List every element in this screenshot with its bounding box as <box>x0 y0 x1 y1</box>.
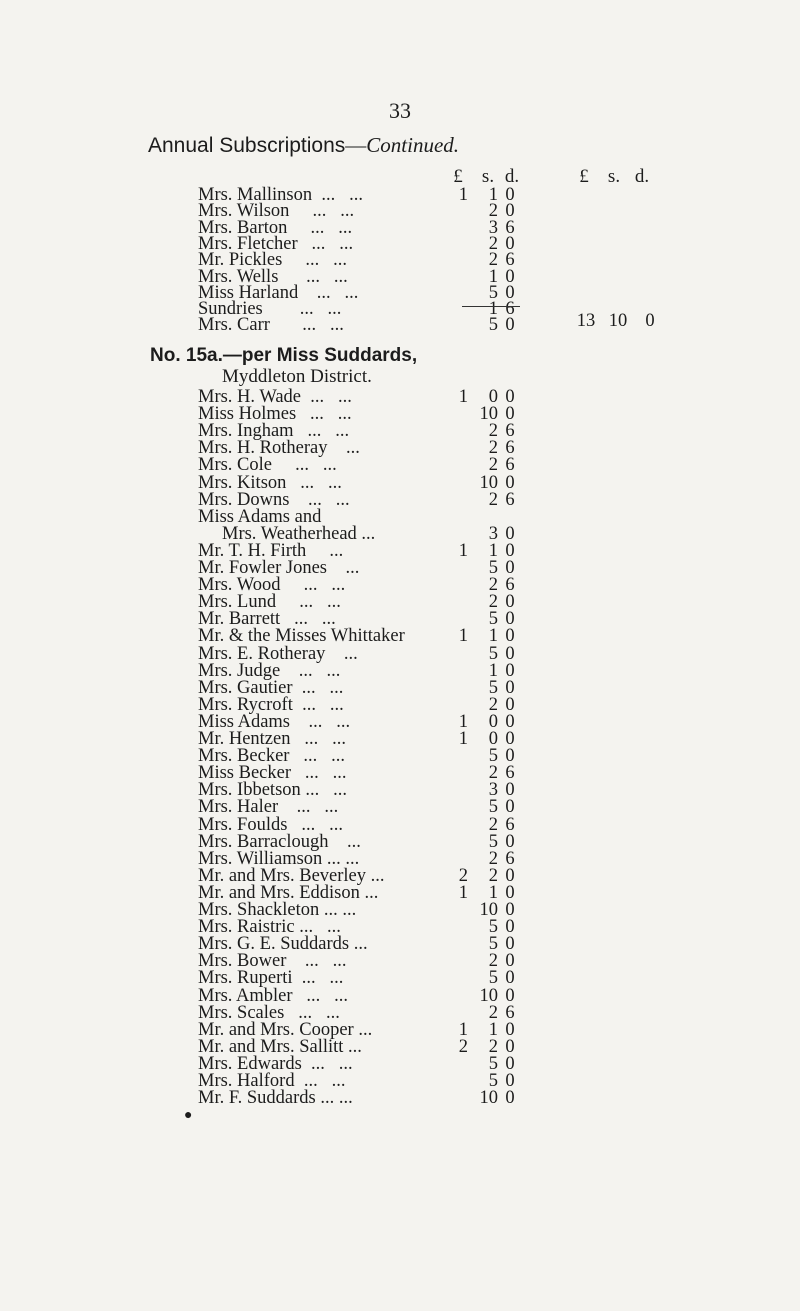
subscriber-name: Miss Holmes ... ... <box>198 404 352 425</box>
amount-shillings: 10 <box>479 900 498 920</box>
amount-pence: 0 <box>505 558 515 578</box>
amount-pence: 0 <box>505 404 515 425</box>
amount-shillings: 1 <box>488 660 498 681</box>
amount-pounds: 1 <box>458 882 468 903</box>
amount-pence: 0 <box>505 882 515 903</box>
subscriber-name: Mrs. Wells ... ... <box>198 266 348 287</box>
amount-pence: 0 <box>505 746 515 767</box>
bullet-mark: ● <box>184 1108 193 1123</box>
amount-pence: 6 <box>505 814 515 835</box>
heading-continued: Continued. <box>366 133 460 157</box>
subscriber-name: Mrs. Lund ... ... <box>198 592 341 613</box>
amount-pence: 0 <box>505 677 515 698</box>
total-col-header-pounds: £ <box>579 166 589 187</box>
subscriber-name: Miss Adams ... ... <box>198 711 351 732</box>
subscription-row <box>0 314 800 336</box>
amount-pence: 0 <box>505 523 515 544</box>
subscriber-name: Mr. and Mrs. Beverley ... <box>198 865 385 886</box>
subscriber-name: Mrs. Shackleton ... ... <box>198 900 357 920</box>
amount-shillings: 10 <box>479 472 498 493</box>
subscriber-name: Mr. Pickles ... ... <box>198 250 348 271</box>
subscriber-name: Mr. Barrett ... ... <box>198 609 336 630</box>
amount-pence: 6 <box>505 455 515 476</box>
amount-pence: 0 <box>505 865 515 886</box>
amount-pounds: 1 <box>458 1019 468 1040</box>
amount-shillings: 3 <box>488 780 498 801</box>
amount-shillings: 2 <box>488 233 498 254</box>
amount-shillings: 2 <box>488 763 498 784</box>
subscriber-name: Mr. T. H. Firth ... <box>198 540 344 561</box>
amount-shillings: 1 <box>488 185 498 205</box>
subscriber-name: Miss Harland ... ... <box>198 282 359 303</box>
amount-pounds: 2 <box>458 1036 468 1057</box>
amount-pence: 6 <box>505 489 515 510</box>
amount-shillings: 5 <box>488 643 498 664</box>
heading-main: Annual Subscriptions <box>148 134 346 157</box>
amount-pence: 0 <box>505 968 515 989</box>
subscriber-name: Mrs. Scales ... ... <box>198 1002 340 1023</box>
amount-shillings: 10 <box>479 404 498 425</box>
subscriber-name: Mrs. Ruperti ... ... <box>198 968 344 989</box>
amount-pence: 0 <box>505 1019 515 1040</box>
amount-shillings: 2 <box>488 592 498 613</box>
total-shillings: 10 <box>608 311 628 331</box>
total-col-header-pence: d. <box>634 166 650 187</box>
amount-shillings: 2 <box>488 814 498 835</box>
subscriber-name: Mrs. Kitson ... ... <box>198 472 342 493</box>
col-header-pence: d. <box>504 166 520 187</box>
total-pounds: 13 <box>576 311 596 331</box>
amount-shillings: 2 <box>488 848 498 869</box>
subscriber-name: Mrs. Wilson ... ... <box>198 201 355 222</box>
amount-pence: 0 <box>505 780 515 801</box>
amount-shillings: 2 <box>488 421 498 442</box>
section-subtitle: Myddleton District. <box>222 366 372 387</box>
amount-shillings: 2 <box>488 1036 498 1057</box>
amount-pence: 6 <box>505 299 515 320</box>
total-pence: 0 <box>645 311 655 331</box>
amount-shillings: 2 <box>488 575 498 596</box>
amount-shillings: 2 <box>488 455 498 476</box>
subscriber-name: Mrs. Rycroft ... ... <box>198 694 344 715</box>
amount-pence: 0 <box>505 917 515 938</box>
amount-shillings: 3 <box>488 217 498 238</box>
amount-pence: 0 <box>505 592 515 613</box>
amount-pence: 0 <box>505 472 515 493</box>
amount-pence: 0 <box>505 626 515 647</box>
amount-pence: 0 <box>505 900 515 920</box>
amount-pounds: 1 <box>458 540 468 561</box>
subscriber-name: Mrs. Carr ... ... <box>198 315 344 336</box>
amount-shillings: 0 <box>488 711 498 732</box>
section-title: No. 15a.—per Miss Suddards, <box>150 345 418 366</box>
amount-pence: 6 <box>505 1002 515 1023</box>
amount-pence: 0 <box>505 609 515 630</box>
col-header-shillings: s. <box>481 166 495 187</box>
subscriber-name: Miss Adams and <box>198 506 322 527</box>
amount-pence: 0 <box>505 540 515 561</box>
subscriber-name: Mrs. Barraclough ... <box>198 831 361 852</box>
amount-pence: 0 <box>505 387 515 407</box>
amount-pence: 0 <box>505 934 515 955</box>
subtotal-rule <box>462 306 520 307</box>
amount-shillings: 5 <box>488 282 498 303</box>
amount-pence: 0 <box>505 1071 515 1091</box>
subscriber-name: Mrs. H. Rotheray ... <box>198 438 360 459</box>
amount-pounds: 1 <box>458 626 468 647</box>
amount-pence: 0 <box>505 1036 515 1057</box>
amount-shillings: 2 <box>488 489 498 510</box>
amount-pence: 6 <box>505 848 515 869</box>
amount-shillings: 1 <box>488 540 498 561</box>
subscriber-name: Mrs. Gautier ... ... <box>198 677 344 698</box>
amount-pence: 0 <box>505 201 515 222</box>
amount-shillings: 5 <box>488 797 498 818</box>
amount-pence: 6 <box>505 421 515 442</box>
amount-pence: 0 <box>505 282 515 303</box>
amount-shillings: 3 <box>488 523 498 544</box>
amount-pence: 0 <box>505 660 515 681</box>
amount-shillings: 2 <box>488 201 498 222</box>
amount-shillings: 2 <box>488 250 498 271</box>
subscriber-name: Mr. and Mrs. Sallitt ... <box>198 1036 362 1057</box>
amount-pounds: 1 <box>458 711 468 732</box>
col-header-pounds: £ <box>453 166 463 187</box>
amount-shillings: 5 <box>488 1053 498 1074</box>
subscriber-name: Mrs. Weatherhead ... <box>222 523 376 544</box>
subscriber-name: Mr. Fowler Jones ... <box>198 558 360 578</box>
amount-pounds: 1 <box>458 387 468 407</box>
amount-pence: 0 <box>505 831 515 852</box>
subscriber-name: Mr. and Mrs. Eddison ... <box>198 882 379 903</box>
amount-pence: 0 <box>505 985 515 1006</box>
heading-dash: — <box>345 133 367 157</box>
subscriber-name: Miss Becker ... ... <box>198 763 347 784</box>
amount-shillings: 2 <box>488 951 498 972</box>
subscriber-name: Mr. F. Suddards ... ... <box>198 1088 353 1109</box>
subscriber-name: Mrs. Haler ... ... <box>198 797 339 818</box>
amount-pence: 0 <box>505 1088 515 1109</box>
subscriber-name: Mrs. Ambler ... ... <box>198 985 349 1006</box>
subscriber-name: Mrs. H. Wade ... ... <box>198 387 352 407</box>
amount-shillings: 0 <box>488 729 498 749</box>
amount-shillings: 5 <box>488 558 498 578</box>
amount-shillings: 5 <box>488 746 498 767</box>
amount-shillings: 5 <box>488 917 498 938</box>
amount-pence: 6 <box>505 250 515 271</box>
amount-shillings: 5 <box>488 1071 498 1091</box>
subscriber-name: Mrs. Downs ... ... <box>198 489 350 510</box>
amount-shillings: 2 <box>488 865 498 886</box>
amount-pence: 6 <box>505 217 515 238</box>
amount-shillings: 2 <box>488 1002 498 1023</box>
amount-pence: 0 <box>505 233 515 254</box>
subscriber-name: Mrs. Williamson ... ... <box>198 848 360 869</box>
subscriber-name: Mr. Hentzen ... ... <box>198 729 346 749</box>
subscriber-name: Mrs. Fletcher ... ... <box>198 233 354 254</box>
amount-pence: 6 <box>505 763 515 784</box>
amount-pence: 0 <box>505 315 515 336</box>
amount-pence: 0 <box>505 729 515 749</box>
amount-shillings: 0 <box>488 387 498 407</box>
subscriber-name: Mrs. Raistric ... ... <box>198 917 341 938</box>
amount-pence: 0 <box>505 711 515 732</box>
subscriber-name: Mrs. Ibbetson ... ... <box>198 780 348 801</box>
total-col-header-shillings: s. <box>607 166 621 187</box>
amount-pence: 6 <box>505 438 515 459</box>
amount-pounds: 1 <box>458 185 468 205</box>
amount-pence: 0 <box>505 266 515 287</box>
subscriber-name: Mrs. Becker ... ... <box>198 746 345 767</box>
amount-pounds: 2 <box>458 865 468 886</box>
subscriber-name: Mr. & the Misses Whittaker <box>198 626 405 647</box>
first-group-total <box>570 311 680 332</box>
amount-shillings: 2 <box>488 438 498 459</box>
amount-pence: 0 <box>505 185 515 205</box>
amount-shillings: 5 <box>488 677 498 698</box>
subscriber-name: Mrs. E. Rotheray ... <box>198 643 358 664</box>
subscriber-name: Mrs. Bower ... ... <box>198 951 347 972</box>
subscriber-name: Mrs. Ingham ... ... <box>198 421 350 442</box>
subscriber-name: Mrs. Wood ... ... <box>198 575 346 596</box>
amount-shillings: 1 <box>488 882 498 903</box>
subscriber-name: Mrs. Edwards ... ... <box>198 1053 353 1074</box>
amount-shillings: 5 <box>488 831 498 852</box>
subscriber-name: Mrs. Barton ... ... <box>198 217 353 238</box>
subscriber-name: Mrs. G. E. Suddards ... <box>198 934 368 955</box>
amount-pence: 0 <box>505 694 515 715</box>
amount-shillings: 5 <box>488 315 498 336</box>
page-number: 33 <box>389 98 411 123</box>
amount-pence: 0 <box>505 797 515 818</box>
subscriber-name: Mrs. Foulds ... ... <box>198 814 343 835</box>
amount-shillings: 2 <box>488 694 498 715</box>
amount-shillings: 10 <box>479 985 498 1006</box>
subscription-row <box>0 1087 800 1109</box>
amount-pence: 6 <box>505 575 515 596</box>
amount-shillings: 5 <box>488 609 498 630</box>
subscriber-name: Mrs. Judge ... ... <box>198 660 341 681</box>
subscriber-name: Mrs. Halford ... ... <box>198 1071 346 1091</box>
amount-pence: 0 <box>505 1053 515 1074</box>
amount-shillings: 1 <box>488 1019 498 1040</box>
amount-shillings: 1 <box>488 299 498 320</box>
amount-pounds: 1 <box>458 729 468 749</box>
amount-shillings: 5 <box>488 934 498 955</box>
subscriber-name: Sundries ... ... <box>198 299 342 320</box>
subscriber-name: Mrs. Mallinson ... ... <box>198 185 363 205</box>
subscriber-name: Mr. and Mrs. Cooper ... <box>198 1019 373 1040</box>
amount-shillings: 5 <box>488 968 498 989</box>
subscriber-name: Mrs. Cole ... ... <box>198 455 337 476</box>
amount-shillings: 10 <box>479 1088 498 1109</box>
amount-shillings: 1 <box>488 626 498 647</box>
amount-pence: 0 <box>505 643 515 664</box>
amount-pence: 0 <box>505 951 515 972</box>
amount-shillings: 1 <box>488 266 498 287</box>
